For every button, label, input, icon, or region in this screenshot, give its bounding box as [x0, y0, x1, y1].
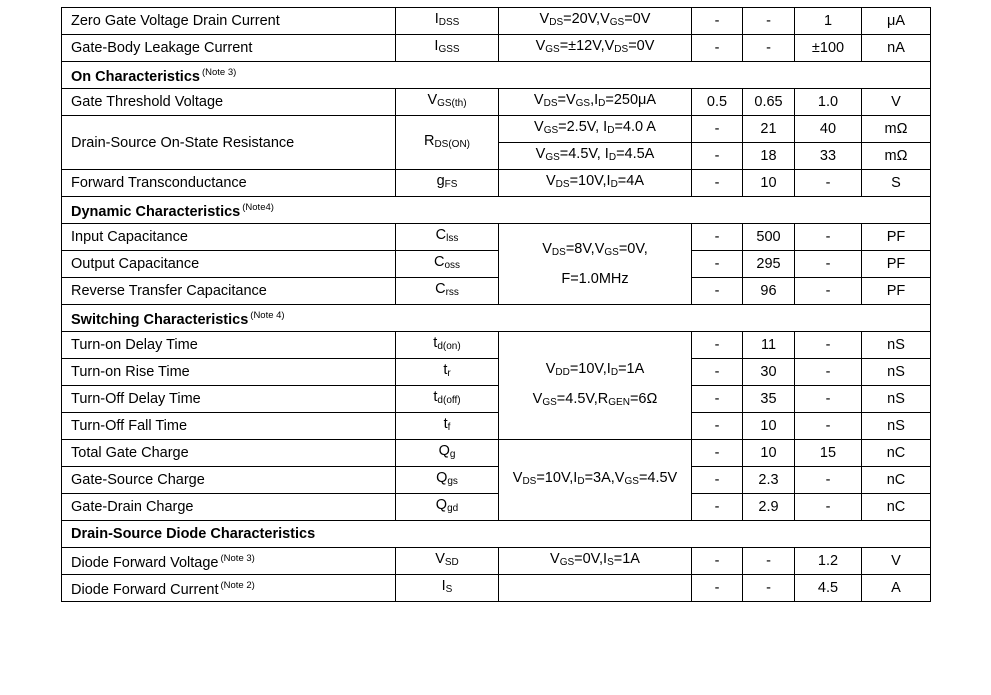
max-value: 33 [795, 143, 862, 170]
unit: nS [862, 386, 931, 413]
max-value: 1.2 [795, 548, 862, 575]
section-title: Dynamic Characteristics $^{(Note4)}$ [62, 197, 931, 224]
max-value: - [795, 224, 862, 251]
test-condition: $V_{GS}=2.5V$, $I_D=4.0$ A [499, 116, 692, 143]
symbol: $C_{rss}$ [396, 278, 499, 305]
typ-value: - [743, 575, 795, 602]
symbol: $t_{d(off)}$ [396, 386, 499, 413]
max-value: - [795, 494, 862, 521]
min-value: - [692, 575, 743, 602]
max-value: - [795, 413, 862, 440]
min-value: - [692, 494, 743, 521]
max-value: 4.5 [795, 575, 862, 602]
symbol: $R_{DS(ON)}$ [396, 116, 499, 170]
param-name: Turn-on Rise Time [62, 359, 396, 386]
min-value: 0.5 [692, 89, 743, 116]
typ-value: 2.9 [743, 494, 795, 521]
param-name: Gate Threshold Voltage [62, 89, 396, 116]
typ-value: 18 [743, 143, 795, 170]
typ-value: 0.65 [743, 89, 795, 116]
min-value: - [692, 8, 743, 35]
max-value: - [795, 467, 862, 494]
min-value: - [692, 251, 743, 278]
symbol: $Q_{gs}$ [396, 467, 499, 494]
typ-value: - [743, 35, 795, 62]
table-row [62, 8, 931, 35]
unit: nC [862, 494, 931, 521]
max-value: - [795, 386, 862, 413]
max-value: 1.0 [795, 89, 862, 116]
typ-value: 10 [743, 440, 795, 467]
test-condition: $V_{DS}=V_{GS},I_D=250\mu A$ [499, 89, 692, 116]
typ-value: 35 [743, 386, 795, 413]
min-value: - [692, 170, 743, 197]
section-title: Drain-Source Diode Characteristics [62, 521, 931, 548]
test-condition: $V_{DS}=10V,I_D=3A,V_{GS}=4.5V$ [499, 440, 692, 521]
max-value: ±100 [795, 35, 862, 62]
symbol: $V_{GS(th)}$ [396, 89, 499, 116]
unit: mΩ [862, 116, 931, 143]
table-row [62, 359, 931, 386]
unit: PF [862, 278, 931, 305]
symbol: $Q_g$ [396, 440, 499, 467]
test-condition: $V_{DS}=8V,V_{GS}=0V$, F=1.0MHz [499, 224, 692, 305]
table-row [62, 548, 931, 575]
typ-value: 30 [743, 359, 795, 386]
param-name: Zero Gate Voltage Drain Current [62, 8, 396, 35]
param-name: Turn-Off Fall Time [62, 413, 396, 440]
param-name: Drain-Source On-State Resistance [62, 116, 396, 170]
table-row [62, 89, 931, 116]
symbol: $C_{oss}$ [396, 251, 499, 278]
table-row [62, 386, 931, 413]
test-condition: $V_{GS}=4.5V$, $I_D=4.5A$ [499, 143, 692, 170]
min-value: - [692, 467, 743, 494]
typ-value: 10 [743, 170, 795, 197]
symbol: $t_r$ [396, 359, 499, 386]
min-value: - [692, 548, 743, 575]
section-title: Switching Characteristics $^{(Note 4)}$ [62, 305, 931, 332]
table-row [62, 116, 931, 143]
min-value: - [692, 224, 743, 251]
symbol: $I_S$ [396, 575, 499, 602]
test-condition: $V_{DD}=10V,I_D=1A$ $V_{GS}=4.5V,R_{GEN}=6\Omega$ [499, 332, 692, 440]
symbol: $I_{DSS}$ [396, 8, 499, 35]
unit: V [862, 89, 931, 116]
param-name: Total Gate Charge [62, 440, 396, 467]
param-name: Turn-Off Delay Time [62, 386, 396, 413]
unit: nS [862, 332, 931, 359]
typ-value: - [743, 8, 795, 35]
unit: A [862, 575, 931, 602]
min-value: - [692, 359, 743, 386]
param-name: Forward Transconductance [62, 170, 396, 197]
min-value: - [692, 35, 743, 62]
typ-value: 11 [743, 332, 795, 359]
unit: nA [862, 35, 931, 62]
table-row [62, 467, 931, 494]
max-value: - [795, 278, 862, 305]
max-value: - [795, 170, 862, 197]
max-value: 1 [795, 8, 862, 35]
min-value: - [692, 440, 743, 467]
test-condition: $V_{GS}=0V,I_S=1A$ [499, 548, 692, 575]
unit: V [862, 548, 931, 575]
param-name: Gate-Body Leakage Current [62, 35, 396, 62]
test-condition: $V_{DS}=20V,V_{GS}=0V$ [499, 8, 692, 35]
typ-value: 500 [743, 224, 795, 251]
symbol: $C_{lss}$ [396, 224, 499, 251]
test-condition [499, 575, 692, 602]
unit: PF [862, 251, 931, 278]
unit: S [862, 170, 931, 197]
electrical-characteristics-table [61, 7, 931, 602]
unit: nC [862, 440, 931, 467]
section-header [62, 521, 931, 548]
table-row [62, 278, 931, 305]
unit: μA [862, 8, 931, 35]
test-condition: $V_{GS}=\pm 12V,V_{DS}=0V$ [499, 35, 692, 62]
table-row [62, 494, 931, 521]
min-value: - [692, 116, 743, 143]
unit: nS [862, 413, 931, 440]
max-value: - [795, 251, 862, 278]
unit: PF [862, 224, 931, 251]
param-name: Gate-Source Charge [62, 467, 396, 494]
typ-value: 2.3 [743, 467, 795, 494]
table-row [62, 332, 931, 359]
symbol: $V_{SD}$ [396, 548, 499, 575]
symbol: $t_f$ [396, 413, 499, 440]
min-value: - [692, 332, 743, 359]
max-value: 15 [795, 440, 862, 467]
typ-value: 295 [743, 251, 795, 278]
section-title: On Characteristics $^{(Note 3)}$ [62, 62, 931, 89]
param-name: Diode Forward Voltage $^{(Note 3)}$ [62, 548, 396, 575]
section-header [62, 62, 931, 89]
min-value: - [692, 386, 743, 413]
section-header [62, 197, 931, 224]
table-row [62, 170, 931, 197]
typ-value: - [743, 548, 795, 575]
table-row [62, 35, 931, 62]
section-header [62, 305, 931, 332]
test-condition: $V_{DS}=10V,I_D=4A$ [499, 170, 692, 197]
unit: nS [862, 359, 931, 386]
min-value: - [692, 413, 743, 440]
symbol: $t_{d(on)}$ [396, 332, 499, 359]
table-row [62, 251, 931, 278]
table-row [62, 224, 931, 251]
max-value: 40 [795, 116, 862, 143]
param-name: Diode Forward Current $^{(Note 2)}$ [62, 575, 396, 602]
param-name: Output Capacitance [62, 251, 396, 278]
min-value: - [692, 143, 743, 170]
param-name: Gate-Drain Charge [62, 494, 396, 521]
param-name: Input Capacitance [62, 224, 396, 251]
typ-value: 96 [743, 278, 795, 305]
param-name: Turn-on Delay Time [62, 332, 396, 359]
table-row [62, 440, 931, 467]
symbol: $I_{GSS}$ [396, 35, 499, 62]
table-row [62, 413, 931, 440]
param-name: Reverse Transfer Capacitance [62, 278, 396, 305]
unit: mΩ [862, 143, 931, 170]
max-value: - [795, 359, 862, 386]
table-row [62, 575, 931, 602]
symbol: $Q_{gd}$ [396, 494, 499, 521]
typ-value: 21 [743, 116, 795, 143]
min-value: - [692, 278, 743, 305]
unit: nC [862, 467, 931, 494]
max-value: - [795, 332, 862, 359]
symbol: $g_{FS}$ [396, 170, 499, 197]
typ-value: 10 [743, 413, 795, 440]
